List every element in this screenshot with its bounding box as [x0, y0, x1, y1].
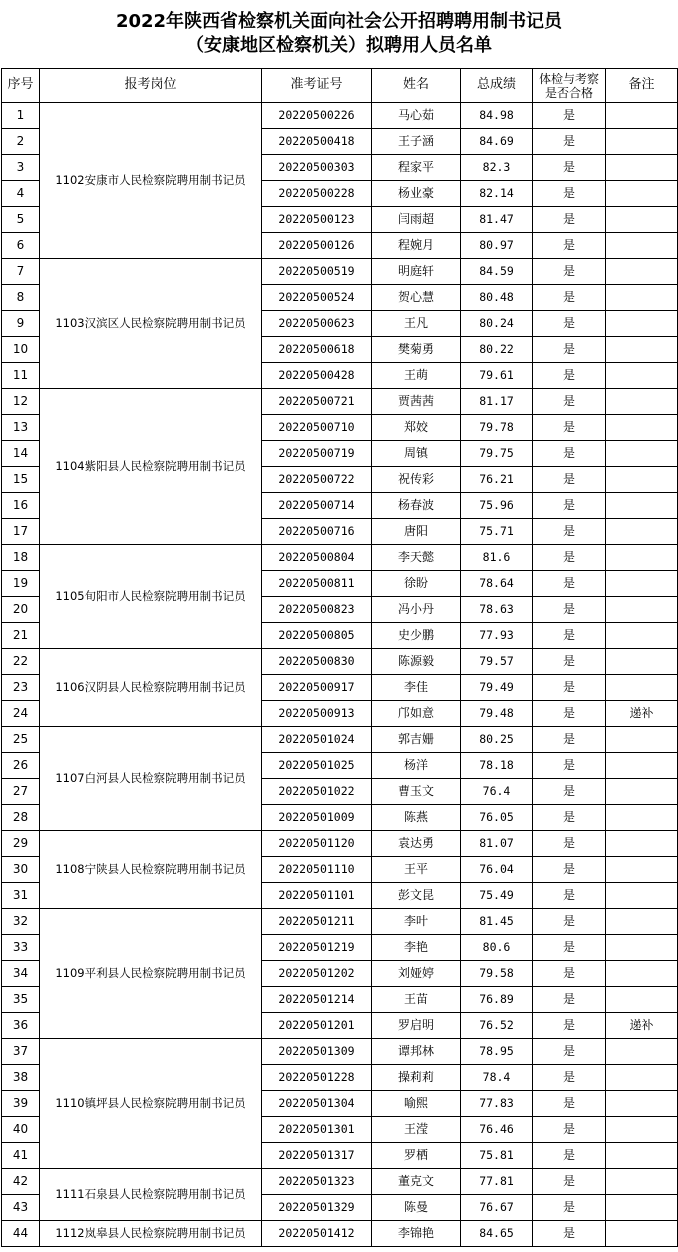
candidate-name: 程家平: [372, 155, 461, 181]
row-number: 31: [2, 883, 40, 909]
row-number: 8: [2, 285, 40, 311]
row-number: 27: [2, 779, 40, 805]
row-number: 23: [2, 675, 40, 701]
note: [606, 623, 678, 649]
note: [606, 1143, 678, 1169]
note: [606, 389, 678, 415]
total-score: 80.25: [461, 727, 533, 753]
position-cell: 1112岚皋县人民检察院聘用制书记员: [40, 1221, 262, 1247]
note: [606, 779, 678, 805]
exam-id: 20220501228: [262, 1065, 372, 1091]
note: [606, 233, 678, 259]
note: [606, 1117, 678, 1143]
exam-id: 20220500228: [262, 181, 372, 207]
row-number: 29: [2, 831, 40, 857]
candidate-name: 谭邦林: [372, 1039, 461, 1065]
position-cell: 1108宁陕县人民检察院聘用制书记员: [40, 831, 262, 909]
qualified-status: 是: [533, 1221, 606, 1247]
header-name: 姓名: [372, 69, 461, 103]
exam-id: 20220500719: [262, 441, 372, 467]
row-number: 4: [2, 181, 40, 207]
total-score: 80.22: [461, 337, 533, 363]
note: [606, 467, 678, 493]
note: [606, 441, 678, 467]
total-score: 75.96: [461, 493, 533, 519]
candidate-name: 明庭轩: [372, 259, 461, 285]
note: [606, 649, 678, 675]
total-score: 81.47: [461, 207, 533, 233]
exam-id: 20220501211: [262, 909, 372, 935]
exam-id: 20220501214: [262, 987, 372, 1013]
qualified-status: 是: [533, 363, 606, 389]
total-score: 84.65: [461, 1221, 533, 1247]
qualified-status: 是: [533, 311, 606, 337]
note: [606, 753, 678, 779]
note: [606, 1195, 678, 1221]
qualified-status: 是: [533, 207, 606, 233]
table-row: [2, 727, 678, 753]
total-score: 75.81: [461, 1143, 533, 1169]
row-number: 16: [2, 493, 40, 519]
row-number: 3: [2, 155, 40, 181]
row-number: 26: [2, 753, 40, 779]
note: [606, 207, 678, 233]
qualified-status: 是: [533, 103, 606, 129]
table-row: [2, 1169, 678, 1195]
total-score: 77.93: [461, 623, 533, 649]
exam-id: 20220500623: [262, 311, 372, 337]
qualified-status: 是: [533, 337, 606, 363]
exam-id: 20220500428: [262, 363, 372, 389]
candidate-name: 王凡: [372, 311, 461, 337]
candidate-name: 杨业豪: [372, 181, 461, 207]
candidate-name: 程婉月: [372, 233, 461, 259]
total-score: 79.78: [461, 415, 533, 441]
note: [606, 363, 678, 389]
row-number: 33: [2, 935, 40, 961]
qualified-status: 是: [533, 779, 606, 805]
row-number: 13: [2, 415, 40, 441]
qualified-status: 是: [533, 467, 606, 493]
qualified-status: 是: [533, 181, 606, 207]
qualified-status: 是: [533, 1013, 606, 1039]
note: [606, 1039, 678, 1065]
row-number: 17: [2, 519, 40, 545]
qualified-status: 是: [533, 1117, 606, 1143]
qualified-status: 是: [533, 441, 606, 467]
exam-id: 20220500804: [262, 545, 372, 571]
note: [606, 987, 678, 1013]
note: [606, 337, 678, 363]
row-number: 21: [2, 623, 40, 649]
row-number: 14: [2, 441, 40, 467]
candidate-name: 邝如意: [372, 701, 461, 727]
candidate-name: 陈曼: [372, 1195, 461, 1221]
exam-id: 20220501219: [262, 935, 372, 961]
exam-id: 20220500917: [262, 675, 372, 701]
total-score: 80.24: [461, 311, 533, 337]
table-row: [2, 259, 678, 285]
header-exam-id: 准考证号: [262, 69, 372, 103]
exam-id: 20220500722: [262, 467, 372, 493]
row-number: 9: [2, 311, 40, 337]
exam-id: 20220500519: [262, 259, 372, 285]
exam-id: 20220500126: [262, 233, 372, 259]
qualified-status: 是: [533, 1065, 606, 1091]
table-row: [2, 545, 678, 571]
candidate-name: 王子涵: [372, 129, 461, 155]
exam-id: 20220500303: [262, 155, 372, 181]
total-score: 76.05: [461, 805, 533, 831]
candidate-name: 陈源毅: [372, 649, 461, 675]
exam-id: 20220501025: [262, 753, 372, 779]
position-cell: 1110镇坪县人民检察院聘用制书记员: [40, 1039, 262, 1169]
qualified-status: 是: [533, 753, 606, 779]
header-note: 备注: [606, 69, 678, 103]
qualified-status: 是: [533, 623, 606, 649]
candidate-name: 李天懿: [372, 545, 461, 571]
exam-id: 20220500123: [262, 207, 372, 233]
total-score: 78.18: [461, 753, 533, 779]
candidate-name: 徐盼: [372, 571, 461, 597]
row-number: 2: [2, 129, 40, 155]
qualified-status: 是: [533, 545, 606, 571]
row-number: 12: [2, 389, 40, 415]
total-score: 84.98: [461, 103, 533, 129]
candidate-name: 樊菊勇: [372, 337, 461, 363]
candidate-name: 郭吉姗: [372, 727, 461, 753]
row-number: 19: [2, 571, 40, 597]
candidate-name: 曹玉文: [372, 779, 461, 805]
note: [606, 935, 678, 961]
row-number: 34: [2, 961, 40, 987]
qualified-status: 是: [533, 597, 606, 623]
qualified-status: 是: [533, 1169, 606, 1195]
note: 递补: [606, 701, 678, 727]
qualified-status: 是: [533, 519, 606, 545]
candidate-name: 郑姣: [372, 415, 461, 441]
row-number: 44: [2, 1221, 40, 1247]
qualified-status: 是: [533, 389, 606, 415]
total-score: 79.48: [461, 701, 533, 727]
candidate-name: 祝传彩: [372, 467, 461, 493]
row-number: 22: [2, 649, 40, 675]
exam-id: 20220500714: [262, 493, 372, 519]
note: [606, 1065, 678, 1091]
position-cell: 1107白河县人民检察院聘用制书记员: [40, 727, 262, 831]
row-number: 38: [2, 1065, 40, 1091]
position-cell: 1111石泉县人民检察院聘用制书记员: [40, 1169, 262, 1221]
header-row: [2, 69, 678, 103]
candidate-name: 操莉莉: [372, 1065, 461, 1091]
row-number: 28: [2, 805, 40, 831]
note: [606, 883, 678, 909]
candidate-name: 王苗: [372, 987, 461, 1013]
total-score: 81.07: [461, 831, 533, 857]
candidate-name: 周镇: [372, 441, 461, 467]
total-score: 77.81: [461, 1169, 533, 1195]
note: [606, 805, 678, 831]
total-score: 76.4: [461, 779, 533, 805]
table-row: [2, 831, 678, 857]
exam-id: 20220500913: [262, 701, 372, 727]
qualified-status: 是: [533, 831, 606, 857]
total-score: 84.69: [461, 129, 533, 155]
note: [606, 857, 678, 883]
position-cell: 1106汉阴县人民检察院聘用制书记员: [40, 649, 262, 727]
row-number: 37: [2, 1039, 40, 1065]
qualified-status: 是: [533, 961, 606, 987]
exam-id: 20220501009: [262, 805, 372, 831]
qualified-status: 是: [533, 415, 606, 441]
qualified-status: 是: [533, 649, 606, 675]
candidate-name: 冯小丹: [372, 597, 461, 623]
row-number: 6: [2, 233, 40, 259]
note: [606, 311, 678, 337]
exam-id: 20220500524: [262, 285, 372, 311]
qualified-status: 是: [533, 883, 606, 909]
qualified-status: 是: [533, 701, 606, 727]
total-score: 78.4: [461, 1065, 533, 1091]
qualified-status: 是: [533, 727, 606, 753]
total-score: 76.21: [461, 467, 533, 493]
row-number: 20: [2, 597, 40, 623]
note: [606, 545, 678, 571]
total-score: 79.58: [461, 961, 533, 987]
total-score: 78.64: [461, 571, 533, 597]
exam-id: 20220500710: [262, 415, 372, 441]
exam-id: 20220500721: [262, 389, 372, 415]
table-row: [2, 649, 678, 675]
exam-id: 20220501201: [262, 1013, 372, 1039]
exam-id: 20220501202: [262, 961, 372, 987]
candidate-name: 彭文昆: [372, 883, 461, 909]
candidate-name: 喻熙: [372, 1091, 461, 1117]
total-score: 76.52: [461, 1013, 533, 1039]
row-number: 36: [2, 1013, 40, 1039]
exam-id: 20220501329: [262, 1195, 372, 1221]
total-score: 80.48: [461, 285, 533, 311]
qualified-status: 是: [533, 259, 606, 285]
candidate-name: 杨洋: [372, 753, 461, 779]
note: [606, 1091, 678, 1117]
table-row: [2, 1221, 678, 1247]
qualified-status: 是: [533, 987, 606, 1013]
total-score: 79.49: [461, 675, 533, 701]
total-score: 82.14: [461, 181, 533, 207]
position-cell: 1109平利县人民检察院聘用制书记员: [40, 909, 262, 1039]
exam-id: 20220500823: [262, 597, 372, 623]
qualified-status: 是: [533, 285, 606, 311]
header-no: 序号: [2, 69, 40, 103]
position-cell: 1102安康市人民检察院聘用制书记员: [40, 103, 262, 259]
total-score: 84.59: [461, 259, 533, 285]
row-number: 39: [2, 1091, 40, 1117]
exam-id: 20220500716: [262, 519, 372, 545]
table-row: [2, 1039, 678, 1065]
qualified-status: 是: [533, 571, 606, 597]
total-score: 75.49: [461, 883, 533, 909]
table-row: [2, 103, 678, 129]
total-score: 76.89: [461, 987, 533, 1013]
header-position: 报考岗位: [40, 69, 262, 103]
candidate-name: 袁达勇: [372, 831, 461, 857]
note: [606, 675, 678, 701]
exam-id: 20220501412: [262, 1221, 372, 1247]
exam-id: 20220500226: [262, 103, 372, 129]
qualified-status: 是: [533, 129, 606, 155]
candidate-name: 唐阳: [372, 519, 461, 545]
row-number: 35: [2, 987, 40, 1013]
exam-id: 20220501301: [262, 1117, 372, 1143]
note: [606, 1169, 678, 1195]
qualified-status: 是: [533, 233, 606, 259]
candidate-name: 马心茹: [372, 103, 461, 129]
exam-id: 20220501323: [262, 1169, 372, 1195]
candidate-name: 罗栖: [372, 1143, 461, 1169]
candidate-name: 刘娅婷: [372, 961, 461, 987]
note: [606, 519, 678, 545]
note: [606, 493, 678, 519]
row-number: 40: [2, 1117, 40, 1143]
candidate-name: 贺心慧: [372, 285, 461, 311]
qualified-status: 是: [533, 155, 606, 181]
exam-id: 20220501304: [262, 1091, 372, 1117]
candidate-name: 史少鹏: [372, 623, 461, 649]
exam-id: 20220501317: [262, 1143, 372, 1169]
row-number: 18: [2, 545, 40, 571]
note: [606, 909, 678, 935]
row-number: 32: [2, 909, 40, 935]
qualified-status: 是: [533, 1195, 606, 1221]
candidate-name: 李佳: [372, 675, 461, 701]
total-score: 80.97: [461, 233, 533, 259]
total-score: 78.63: [461, 597, 533, 623]
qualified-status: 是: [533, 909, 606, 935]
exam-id: 20220501024: [262, 727, 372, 753]
total-score: 82.3: [461, 155, 533, 181]
candidate-name: 王平: [372, 857, 461, 883]
exam-id: 20220501120: [262, 831, 372, 857]
qualified-status: 是: [533, 935, 606, 961]
exam-id: 20220500418: [262, 129, 372, 155]
exam-id: 20220501101: [262, 883, 372, 909]
candidate-name: 李艳: [372, 935, 461, 961]
total-score: 79.75: [461, 441, 533, 467]
note: [606, 259, 678, 285]
row-number: 30: [2, 857, 40, 883]
qualified-status: 是: [533, 857, 606, 883]
header-qualified: 体检与考察是否合格: [533, 69, 606, 103]
exam-id: 20220501309: [262, 1039, 372, 1065]
candidate-name: 闫雨超: [372, 207, 461, 233]
exam-id: 20220501022: [262, 779, 372, 805]
qualified-status: 是: [533, 805, 606, 831]
candidate-table: [1, 68, 678, 1247]
note: [606, 831, 678, 857]
table-row: [2, 389, 678, 415]
note: [606, 103, 678, 129]
row-number: 42: [2, 1169, 40, 1195]
total-score: 79.61: [461, 363, 533, 389]
note: [606, 571, 678, 597]
position-cell: 1105旬阳市人民检察院聘用制书记员: [40, 545, 262, 649]
exam-id: 20220500830: [262, 649, 372, 675]
title-line-1: 2022年陕西省检察机关面向社会公开招聘聘用制书记员: [115, 11, 563, 32]
exam-id: 20220500805: [262, 623, 372, 649]
qualified-status: 是: [533, 493, 606, 519]
exam-id: 20220500618: [262, 337, 372, 363]
qualified-status: 是: [533, 675, 606, 701]
candidate-name: 李锦艳: [372, 1221, 461, 1247]
candidate-name: 王滢: [372, 1117, 461, 1143]
row-number: 25: [2, 727, 40, 753]
row-number: 1: [2, 103, 40, 129]
exam-id: 20220501110: [262, 857, 372, 883]
note: [606, 285, 678, 311]
note: 递补: [606, 1013, 678, 1039]
candidate-name: 王萌: [372, 363, 461, 389]
total-score: 81.45: [461, 909, 533, 935]
exam-id: 20220500811: [262, 571, 372, 597]
total-score: 75.71: [461, 519, 533, 545]
total-score: 77.83: [461, 1091, 533, 1117]
qualified-status: 是: [533, 1143, 606, 1169]
total-score: 79.57: [461, 649, 533, 675]
document-title: [0, 0, 678, 68]
total-score: 78.95: [461, 1039, 533, 1065]
title-line-2: （安康地区检察机关）拟聘用人员名单: [186, 35, 492, 56]
total-score: 76.67: [461, 1195, 533, 1221]
candidate-name: 杨春波: [372, 493, 461, 519]
note: [606, 597, 678, 623]
position-cell: 1103汉滨区人民检察院聘用制书记员: [40, 259, 262, 389]
row-number: 43: [2, 1195, 40, 1221]
position-cell: 1104紫阳县人民检察院聘用制书记员: [40, 389, 262, 545]
note: [606, 181, 678, 207]
row-number: 15: [2, 467, 40, 493]
note: [606, 727, 678, 753]
note: [606, 961, 678, 987]
row-number: 5: [2, 207, 40, 233]
row-number: 7: [2, 259, 40, 285]
row-number: 41: [2, 1143, 40, 1169]
total-score: 76.46: [461, 1117, 533, 1143]
total-score: 80.6: [461, 935, 533, 961]
row-number: 11: [2, 363, 40, 389]
note: [606, 1221, 678, 1247]
header-score: 总成绩: [461, 69, 533, 103]
candidate-name: 李叶: [372, 909, 461, 935]
note: [606, 129, 678, 155]
total-score: 81.17: [461, 389, 533, 415]
row-number: 10: [2, 337, 40, 363]
note: [606, 155, 678, 181]
qualified-status: 是: [533, 1039, 606, 1065]
candidate-name: 陈燕: [372, 805, 461, 831]
row-number: 24: [2, 701, 40, 727]
candidate-name: 罗启明: [372, 1013, 461, 1039]
table-row: [2, 909, 678, 935]
note: [606, 415, 678, 441]
total-score: 81.6: [461, 545, 533, 571]
candidate-name: 董克文: [372, 1169, 461, 1195]
candidate-name: 贾茜茜: [372, 389, 461, 415]
total-score: 76.04: [461, 857, 533, 883]
qualified-status: 是: [533, 1091, 606, 1117]
